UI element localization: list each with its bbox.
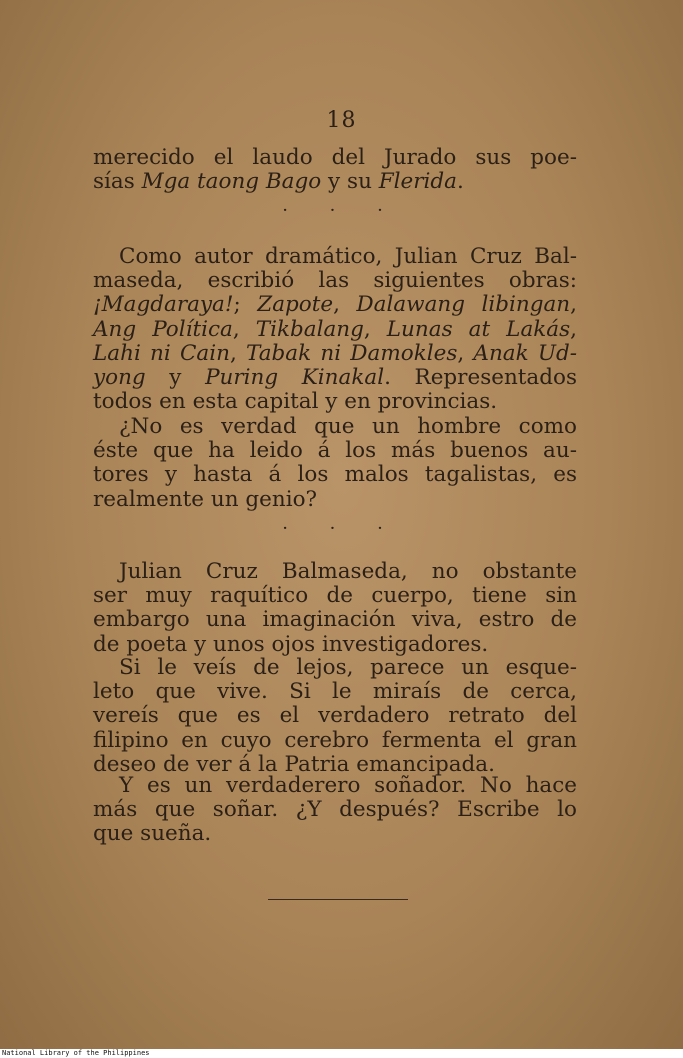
italic-title: Flerida [378, 169, 458, 195]
text-line: Ang Política, Tikbalang, Lunas at Lakás, [93, 316, 577, 342]
italic-title: Lunas at Lakás [386, 316, 571, 342]
italic-title: Tikbalang [255, 316, 364, 342]
paragraph-4 [93, 560, 577, 657]
text-line: leto que vive. Si le miraís de cerca, [93, 679, 577, 705]
text-line: vereís que es el verdadero retrato del [93, 703, 577, 729]
text-line: ser muy raquítico de cuerpo, tiene sin [93, 583, 577, 609]
paragraph-1 [93, 146, 577, 194]
text-line: más que soñar. ¿Y después? Escribe lo [93, 797, 577, 823]
italic-title: ¡Magdaraya! [93, 292, 234, 318]
italic-title: Anak Ud- [473, 340, 578, 366]
italic-title: Dalawang libingan [356, 292, 571, 318]
text-line: todos en esta capital y en provincias. [93, 389, 498, 415]
paragraph-2 [93, 245, 577, 414]
text-line: éste que ha leido á los más buenos au- [93, 438, 577, 464]
page-number: 18 [326, 108, 357, 133]
italic-title: Ang Política [93, 316, 233, 342]
text-line: de poeta y unos ojos investigadores. [93, 631, 489, 657]
text-line: Como autor dramático, Julian Cruz Bal- [119, 244, 577, 269]
italic-title: Puring Kinakal [205, 364, 385, 390]
section-separator-2: · · · [282, 518, 401, 539]
text-line: sías Mga taong Bago y su Flerida. [93, 169, 464, 195]
text-line: Julian Cruz Balmaseda, no obstante [119, 559, 577, 584]
italic-title: Tabak ni Damokles [246, 340, 458, 366]
italic-title: Zapote [257, 292, 334, 318]
italic-title: Lahi ni Cain [93, 340, 230, 366]
paragraph-6 [93, 774, 577, 847]
text-line: Lahi ni Cain, Tabak ni Damokles, Anak Ud- [93, 340, 578, 366]
text-line: merecido el laudo del Jurado sus poe- [93, 145, 577, 170]
paragraph-3 [93, 415, 577, 512]
text-line: tores y hasta á los malos tagalistas, es [93, 462, 577, 488]
closing-rule [268, 899, 408, 900]
text-line: Si le veís de lejos, parece un esque- [119, 655, 577, 680]
text-line: realmente un genio? [93, 486, 318, 512]
text-line: ¡Magdaraya!; Zapote, Dalawang libingan, [93, 292, 577, 318]
section-separator-1: · · · [282, 200, 401, 221]
text-line: yong y Puring Kinakal. Representados [93, 364, 577, 390]
text-line: ¿No es verdad que un hombre como [119, 414, 577, 439]
text-line: embargo una imaginación viva, estro de [93, 607, 577, 633]
italic-title: Mga taong Bago [141, 169, 322, 195]
paragraph-5 [93, 656, 577, 777]
text-line: Y es un verdaderero soñador. No hace [119, 773, 577, 798]
text-line: que sueña. [93, 821, 212, 847]
text-line: deseo de ver á la Patria emancipada. [93, 751, 495, 777]
library-footer: National Library of the Philippines [0, 1049, 683, 1058]
italic-title: yong [93, 364, 146, 390]
text-line: maseda, escribió las siguientes obras: [93, 268, 577, 294]
text-line: filipino en cuyo cerebro fermenta el gran [93, 727, 577, 753]
